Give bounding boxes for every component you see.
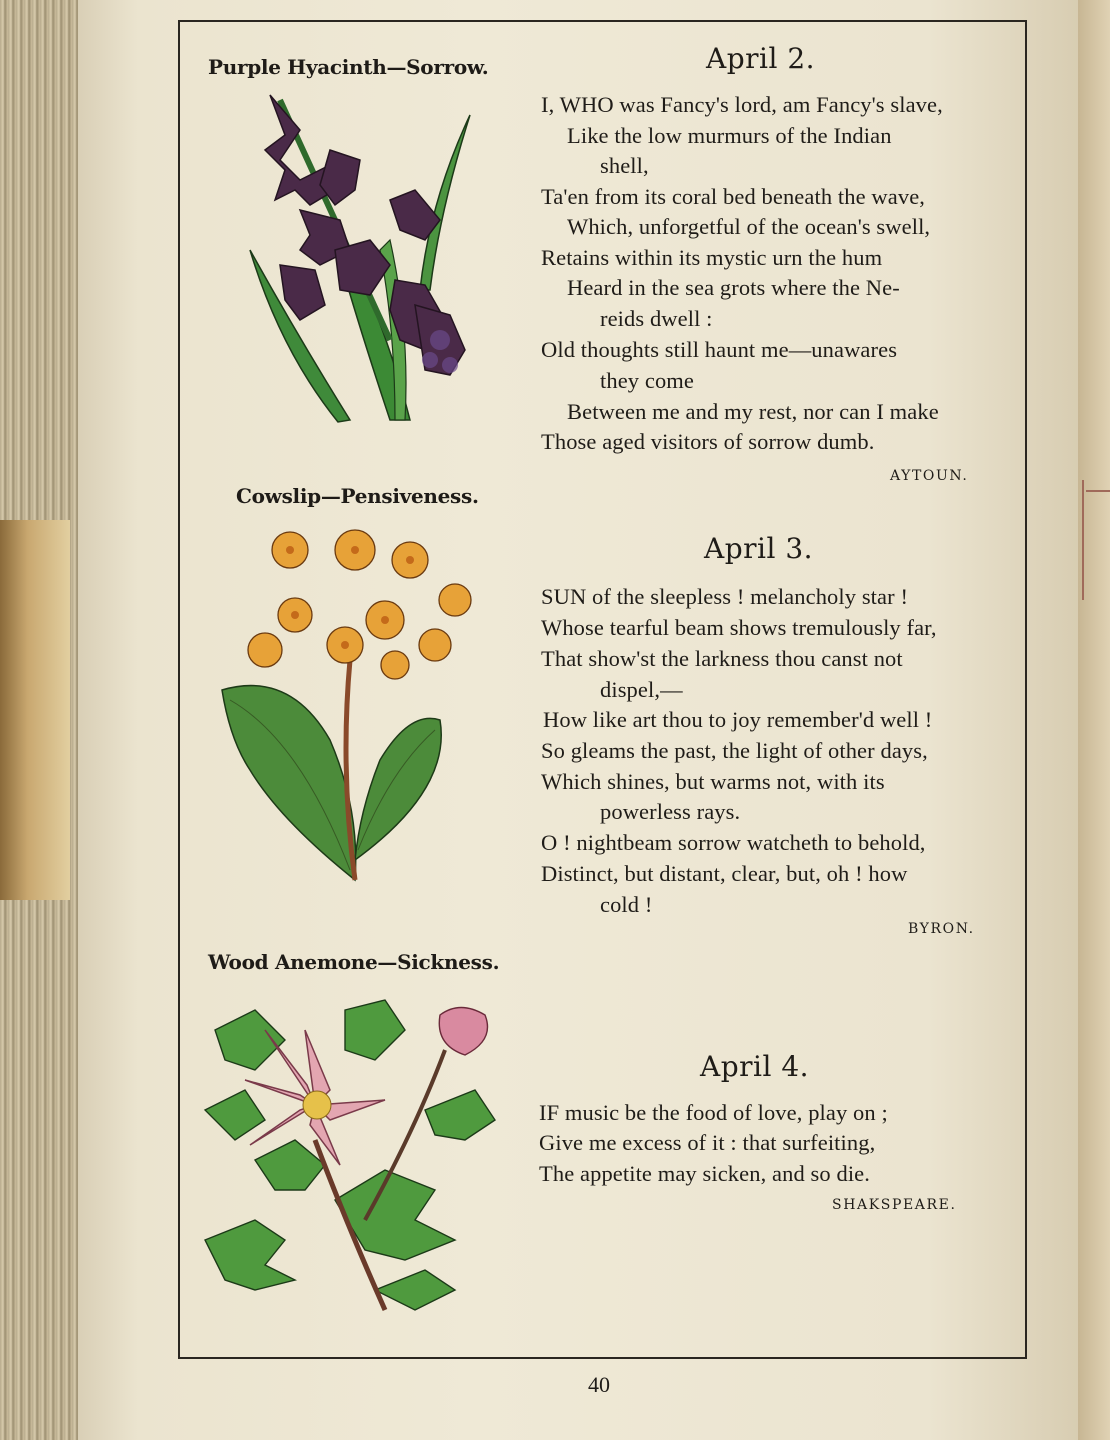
entry-date-april-3: April 3. — [704, 532, 814, 565]
verse-line: cold ! — [600, 892, 653, 917]
verse-line: dispel,— — [600, 677, 683, 702]
verse-line: SUN of the sleepless ! melancholy star ! — [541, 584, 909, 609]
verse-line: Between me and my rest, nor can I make — [567, 399, 939, 424]
flower-label-wood-anemone: Wood Anemone—Sickness. — [208, 950, 500, 974]
verse-line: O ! nightbeam sorrow watcheth to behold, — [541, 830, 926, 855]
verse-line: The appetite may sicken, and so die. — [539, 1161, 870, 1186]
facing-page-edge — [1078, 0, 1110, 1440]
verse-line: Those aged visitors of sorrow dumb. — [541, 429, 875, 454]
verse-line: How like art thou to joy remember'd well ! — [543, 707, 933, 732]
verse-line: IF music be the food of love, play on ; — [539, 1100, 888, 1125]
purple-hyacinth-illustration — [240, 90, 480, 430]
verse-line: Retains within its mystic urn the hum — [541, 245, 883, 270]
verse-line: Old thoughts still haunt me—unawares — [541, 337, 898, 362]
verse-line: Ta'en from its coral bed beneath the wave, — [541, 184, 926, 209]
cowslip-blossoms — [248, 530, 471, 679]
facing-page-mark — [1086, 490, 1110, 492]
cowslip-leaves — [222, 686, 441, 880]
verse-line: reids dwell : — [600, 306, 713, 331]
flower-label-cowslip: Cowslip—Pensiveness. — [236, 484, 479, 508]
verse-line: Whose tearful beam shows tremulously far, — [541, 615, 937, 640]
verse-line: Which shines, but warms not, with its — [541, 769, 885, 794]
facing-page-rule — [1082, 480, 1084, 600]
author-attribution: BYRON. — [908, 921, 975, 937]
verse-line: So gleams the past, the light of other days, — [541, 738, 928, 763]
anemone-bud — [439, 1008, 487, 1056]
wood-anemone-illustration — [195, 990, 515, 1320]
verse-line: Heard in the sea grots where the Ne- — [567, 275, 900, 300]
author-attribution: AYTOUN. — [890, 468, 969, 484]
cowslip-illustration — [220, 520, 480, 890]
verse-line: powerless rays. — [600, 799, 741, 824]
verse-line: Give me excess of it : that surfeiting, — [539, 1130, 876, 1155]
verse-line: Which, unforgetful of the ocean's swell, — [567, 214, 931, 239]
book-binding-shadow — [0, 520, 70, 900]
verse-line: shell, — [600, 153, 649, 178]
verse-line: they come — [600, 368, 694, 393]
verse-line: Distinct, but distant, clear, but, oh ! how — [541, 861, 908, 886]
flower-label-hyacinth: Purple Hyacinth—Sorrow. — [208, 55, 489, 79]
entry-date-april-2: April 2. — [706, 42, 816, 75]
author-attribution: SHAKSPEARE. — [832, 1197, 957, 1213]
verse-line: I, WHO was Fancy's lord, am Fancy's slave, — [541, 92, 943, 117]
page-number: 40 — [588, 1372, 610, 1397]
entry-date-april-4: April 4. — [700, 1050, 810, 1083]
verse-line: Like the low murmurs of the Indian — [567, 123, 892, 148]
verse-line: That show'st the larkness thou canst not — [541, 646, 903, 671]
